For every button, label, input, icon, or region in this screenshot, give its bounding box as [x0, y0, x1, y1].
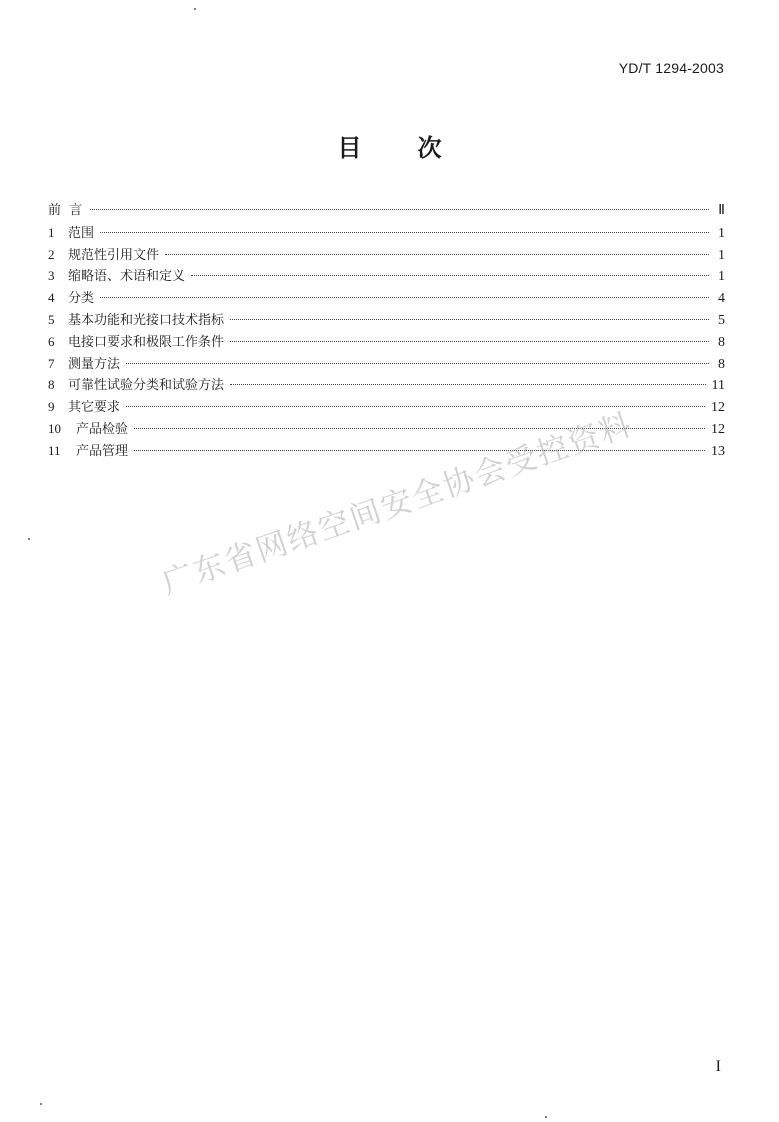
toc-entry-number: 1	[48, 224, 55, 240]
title-char-1: 目	[337, 134, 362, 162]
toc-entry-label: 基本功能和光接口技术指标	[68, 312, 225, 328]
toc-entry-number: 11	[48, 442, 61, 458]
toc-entry-page: 8	[718, 334, 725, 350]
toc-entry-page: 5	[718, 312, 725, 328]
toc-entry-number: 7	[48, 355, 55, 371]
toc-entry-page: 11	[711, 378, 725, 394]
toc-entry-page: 12	[711, 400, 725, 416]
toc-entry-number: 10	[48, 420, 61, 436]
toc-leader-dots	[90, 209, 709, 210]
toc-entry-label: 其它要求	[68, 400, 121, 416]
toc-entry-4[interactable]	[48, 287, 725, 309]
toc-entry-label: 范围	[68, 225, 95, 241]
toc-entry-label: 前 言	[48, 203, 85, 218]
toc-entry-8[interactable]	[48, 374, 725, 396]
toc-leader-dots	[100, 232, 709, 233]
toc-leader-dots	[230, 341, 709, 342]
toc-entry-number: 9	[48, 399, 55, 415]
toc-leader-dots	[134, 450, 705, 451]
toc-entry-page: 1	[718, 269, 725, 285]
toc-leader-dots	[100, 297, 709, 298]
toc-entry-label: 产品管理	[76, 443, 129, 459]
scan-speck	[28, 538, 30, 540]
toc-entry-3[interactable]	[48, 265, 725, 287]
scan-speck	[40, 1103, 42, 1105]
toc-entry-label: 产品检验	[76, 421, 129, 437]
toc-leader-dots	[191, 275, 709, 276]
page-number: I	[715, 1058, 721, 1075]
toc-entry-page: 4	[718, 291, 725, 307]
toc-entry-page: 13	[711, 443, 725, 459]
toc-entry-5[interactable]	[48, 309, 725, 331]
toc-entry-number: 6	[48, 333, 55, 349]
toc-entry-1[interactable]	[48, 222, 725, 244]
toc-entry-page: 8	[718, 356, 725, 372]
toc-entry-number: 4	[48, 290, 55, 306]
scan-speck	[545, 1116, 547, 1118]
toc-entry-label: 分类	[68, 291, 95, 307]
toc-entry-number: 2	[48, 246, 55, 262]
standard-number: YD/T 1294-2003	[618, 60, 724, 76]
page-title	[0, 128, 779, 163]
toc-entry-page: 12	[711, 421, 725, 437]
scan-speck	[194, 8, 196, 10]
toc-entry-6[interactable]	[48, 331, 725, 353]
watermark: 广东省网络空间安全协会受控资料	[157, 406, 638, 602]
toc-entry-label: 规范性引用文件	[68, 247, 160, 263]
toc-entry-foreword[interactable]	[48, 200, 725, 222]
toc-entry-page: 1	[718, 247, 725, 263]
toc-leader-dots	[230, 319, 709, 320]
toc-entry-number: 8	[48, 377, 55, 393]
toc-leader-dots	[230, 384, 706, 385]
toc-entry-number: 5	[48, 311, 55, 327]
toc-entry-label: 可靠性试验分类和试验方法	[68, 378, 225, 394]
title-char-2: 次	[417, 134, 442, 162]
toc-entry-number: 3	[48, 268, 55, 284]
toc-entry-2[interactable]	[48, 244, 725, 266]
toc-leader-dots	[126, 363, 709, 364]
toc-leader-dots	[165, 254, 709, 255]
toc-entry-label: 电接口要求和极限工作条件	[68, 334, 225, 350]
toc-entry-7[interactable]	[48, 353, 725, 375]
toc-entry-page: Ⅱ	[718, 203, 725, 218]
toc-entry-label: 缩略语、术语和定义	[68, 269, 186, 285]
toc-entry-page: 1	[718, 225, 725, 241]
toc-entry-label: 测量方法	[68, 356, 121, 372]
